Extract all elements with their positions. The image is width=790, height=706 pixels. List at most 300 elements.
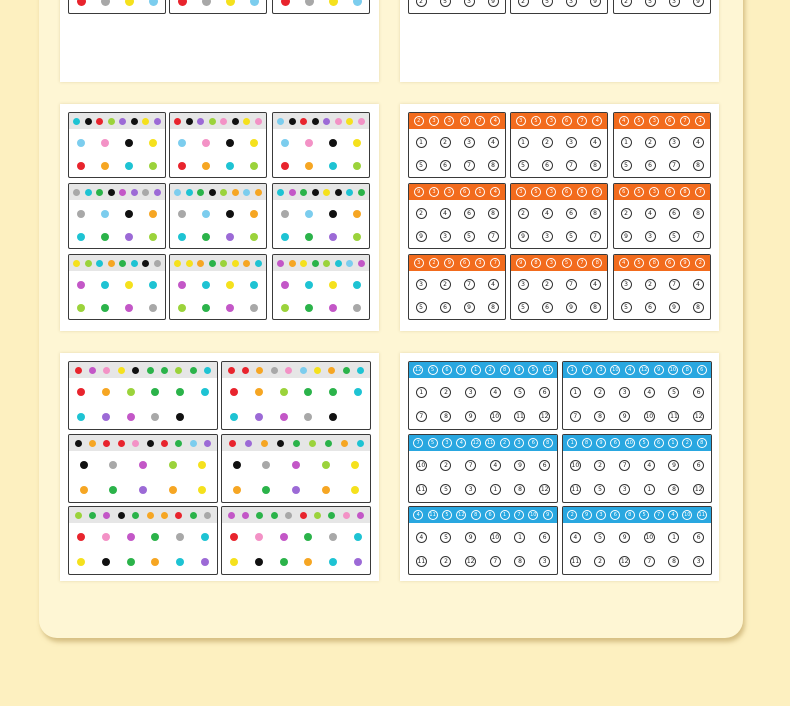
grid-number: 1 [416,387,427,398]
grid-number: 4 [440,208,451,219]
grid-number: 5 [621,160,632,171]
sequence-dot [147,367,154,374]
answer-grid [69,131,165,177]
grid-dot [305,304,313,312]
sequence-bar [511,184,607,200]
grid-dot [149,0,158,6]
grid-dot [226,139,234,147]
sequence-dot [328,367,335,374]
answer-grid [511,131,607,177]
sequence-dot [96,189,103,196]
sequence-dot [220,260,227,267]
sequence-dot [118,367,125,374]
sequence-dot [277,189,284,196]
grid-number: 11 [417,558,426,566]
sequence-number: 3 [596,510,606,520]
sequence-number: 6 [665,116,675,126]
puzzle-card [272,254,370,320]
grid-number: 9 [669,302,680,313]
sequence-bar [614,255,710,271]
grid-dot [353,162,361,170]
grid-number: 4 [416,532,427,543]
orange-number-sheet [400,104,719,331]
sequence-number: 3 [444,187,454,197]
sequence-bar [69,362,217,378]
sequence-dot [119,118,126,125]
grid-dot [101,233,109,241]
sequence-bar [273,113,369,129]
sequence-bar [563,507,711,523]
puzzle-card [562,434,712,503]
grid-dot [353,210,361,218]
grid-dot [230,413,238,421]
grid-dot [262,486,270,494]
grid-dot [304,388,312,396]
grid-number: 3 [669,137,680,148]
grid-dot [77,281,85,289]
grid-number: 5 [440,532,451,543]
sequence-bar [409,113,505,129]
sequence-dot [243,118,250,125]
grid-dot [176,388,184,396]
sequence-number: 3 [514,438,524,448]
sequence-dot [75,367,82,374]
puzzle-card [221,361,371,430]
sequence-dot [242,512,249,519]
puzzle-card [68,434,218,503]
answer-grid [170,202,266,248]
sequence-dot [314,512,321,519]
grid-number: 1 [514,532,525,543]
grid-dot [127,413,135,421]
grid-dot [230,533,238,541]
grid-dot [255,413,263,421]
grid-dot [329,304,337,312]
grid-number: 2 [518,208,529,219]
sequence-dot [131,260,138,267]
sequence-dot [197,118,204,125]
grid-number: 6 [542,160,553,171]
sequence-number: 1 [475,187,485,197]
grid-number: 3 [440,231,451,242]
grid-number: 4 [488,137,499,148]
grid-number: 3 [645,231,656,242]
sequence-number: 5 [531,187,541,197]
grid-number: 3 [566,137,577,148]
grid-dot [77,533,85,541]
grid-dot [226,281,234,289]
sequence-number: 3 [596,365,606,375]
sequence-dot [197,260,204,267]
sequence-bar [273,255,369,271]
grid-number: 9 [416,231,427,242]
sequence-number: 4 [592,116,602,126]
sequence-number: 6 [610,438,620,448]
color-sheet-3 [60,353,379,581]
grid-dot [102,558,110,566]
grid-number: 3 [621,279,632,290]
answer-grid [170,0,266,13]
magenta-number-sheet [400,0,719,82]
sequence-dot [312,189,319,196]
sequence-number: 4 [668,510,678,520]
sequence-dot [228,367,235,374]
sequence-number: 8 [649,258,659,268]
grid-dot [176,413,184,421]
sequence-dot [335,260,342,267]
grid-number: 3 [693,556,704,567]
grid-number: 2 [645,279,656,290]
sequence-number: 8 [531,258,541,268]
sequence-bar [69,184,165,200]
grid-number: 9 [518,231,529,242]
sequence-dot [229,440,236,447]
grid-dot [178,281,186,289]
grid-dot [233,461,241,469]
grid-dot [226,233,234,241]
grid-dot [250,233,258,241]
sequence-dot [300,512,307,519]
grid-dot [202,281,210,289]
grid-number: 2 [594,460,605,471]
grid-number: 11 [417,486,426,494]
sequence-bar [222,362,370,378]
grid-dot [149,210,157,218]
answer-grid [69,525,217,574]
sequence-dot [357,440,364,447]
sequence-dot [228,512,235,519]
grid-dot [127,558,135,566]
grid-number: 1 [490,484,501,495]
color-sheet-1 [60,0,379,82]
puzzle-card [408,0,506,14]
sequence-number: 10 [530,512,537,518]
grid-number: 9 [488,0,499,7]
grid-dot [125,281,133,289]
sequence-number: 5 [428,365,438,375]
grid-dot [125,233,133,241]
sequence-bar [409,255,505,271]
puzzle-card [408,434,558,503]
sequence-number: 3 [649,116,659,126]
sequence-dot [325,440,332,447]
grid-number: 2 [440,556,451,567]
grid-dot [329,413,337,421]
sequence-dot [119,189,126,196]
grid-number: 7 [488,231,499,242]
sequence-number: 8 [697,438,707,448]
puzzle-card [408,183,506,249]
grid-dot [354,413,362,421]
grid-dot [125,210,133,218]
sequence-dot [271,512,278,519]
answer-grid [409,131,505,177]
grid-number: 4 [644,387,655,398]
sequence-dot [131,189,138,196]
answer-grid [614,273,710,319]
grid-dot [281,281,289,289]
grid-dot [322,461,330,469]
grid-dot [304,533,312,541]
grid-number: 4 [542,208,553,219]
grid-number: 5 [668,387,679,398]
sequence-number: 5 [639,438,649,448]
sequence-number: 3 [475,258,485,268]
sequence-number: 9 [592,187,602,197]
grid-number: 8 [440,411,451,422]
sequence-number: 2 [682,438,692,448]
grid-number: 11 [571,486,580,494]
sequence-bar [69,507,217,523]
sequence-bar [511,255,607,271]
sequence-number: 8 [582,438,592,448]
grid-number: 3 [464,0,475,7]
grid-number: 7 [644,556,655,567]
sequence-number: 4 [490,187,500,197]
sequence-dot [204,367,211,374]
sequence-number: 5 [634,258,644,268]
sequence-dot [209,118,216,125]
sequence-number: 9 [543,510,553,520]
grid-dot [281,233,289,241]
grid-number: 9 [619,411,630,422]
grid-number: 7 [465,460,476,471]
grid-dot [77,304,85,312]
grid-number: 8 [594,411,605,422]
grid-dot [77,139,85,147]
sequence-dot [300,260,307,267]
grid-dot [77,162,85,170]
sequence-dot [96,260,103,267]
sequence-dot [161,512,168,519]
sequence-dot [174,260,181,267]
grid-dot [230,388,238,396]
puzzle-card [408,361,558,430]
sequence-dot [119,260,126,267]
grid-number: 7 [619,460,630,471]
sequence-number: 2 [485,365,495,375]
grid-number: 4 [488,279,499,290]
sequence-number: 2 [695,258,705,268]
answer-grid [222,453,370,502]
grid-number: 3 [539,556,550,567]
grid-number: 4 [570,532,581,543]
sequence-number: 11 [544,367,551,373]
sequence-number: 8 [625,510,635,520]
grid-dot [176,558,184,566]
grid-dot [178,233,186,241]
sequence-number: 7 [695,187,705,197]
grid-number: 4 [490,387,501,398]
puzzle-card [221,434,371,503]
grid-dot [178,162,186,170]
grid-dot [304,413,312,421]
grid-number: 7 [693,231,704,242]
puzzle-card [68,183,166,249]
sequence-number: 4 [619,116,629,126]
sequence-bar [409,362,557,378]
grid-dot [250,139,258,147]
sequence-number: 9 [596,438,606,448]
grid-dot [305,210,313,218]
grid-number: 3 [465,484,476,495]
puzzle-card [613,0,711,14]
board-panel [39,0,743,638]
grid-dot [77,0,86,6]
sequence-dot [243,189,250,196]
sequence-number: 3 [516,187,526,197]
grid-number: 9 [514,460,525,471]
grid-dot [202,0,211,6]
sequence-dot [154,189,161,196]
sequence-dot [358,260,365,267]
puzzle-card [169,0,267,14]
sequence-dot [312,118,319,125]
grid-number: 8 [514,556,525,567]
sequence-number: 12 [458,512,465,518]
answer-grid [69,273,165,319]
grid-number: 5 [518,302,529,313]
grid-dot [250,304,258,312]
sequence-dot [323,118,330,125]
sequence-number: 6 [460,258,470,268]
sequence-bar [69,255,165,271]
sequence-number: 8 [680,187,690,197]
answer-grid [222,380,370,429]
grid-number: 3 [619,484,630,495]
sequence-number: 6 [460,116,470,126]
grid-number: 2 [440,279,451,290]
sequence-number: 7 [582,365,592,375]
sequence-number: 1 [567,438,577,448]
grid-number: 6 [539,532,550,543]
sequence-number: 5 [634,187,644,197]
grid-dot [125,304,133,312]
sequence-number: 6 [460,187,470,197]
sequence-dot [204,512,211,519]
grid-dot [329,281,337,289]
sequence-number: 10 [684,512,691,518]
grid-number: 7 [416,411,427,422]
grid-dot [304,558,312,566]
grid-dot [226,162,234,170]
puzzle-card [613,183,711,249]
sequence-number: 6 [485,510,495,520]
grid-number: 11 [670,413,678,421]
grid-dot [151,533,159,541]
grid-dot [80,461,88,469]
sequence-dot [85,118,92,125]
answer-grid [170,273,266,319]
sequence-number: 9 [516,258,526,268]
sequence-dot [323,260,330,267]
grid-number: 6 [440,160,451,171]
sequence-number: 4 [413,510,423,520]
sequence-number: 3 [546,116,556,126]
sequence-number: 8 [592,258,602,268]
grid-dot [101,281,109,289]
grid-number: 8 [488,208,499,219]
grid-dot [77,413,85,421]
grid-number: 9 [668,460,679,471]
grid-dot [202,139,210,147]
grid-dot [169,461,177,469]
grid-dot [292,486,300,494]
sequence-dot [103,440,110,447]
sequence-number: 7 [456,365,466,375]
grid-number: 5 [594,532,605,543]
sequence-number: 9 [514,365,524,375]
grid-number: 6 [440,302,451,313]
grid-number: 7 [669,279,680,290]
sequence-dot [175,512,182,519]
sequence-number: 8 [471,510,481,520]
grid-number: 5 [594,484,605,495]
sequence-number: 5 [639,510,649,520]
sequence-dot [346,189,353,196]
sequence-number: 5 [442,510,452,520]
grid-number: 6 [542,302,553,313]
sequence-number: 3 [516,116,526,126]
sequence-dot [89,440,96,447]
grid-number: 2 [440,387,451,398]
sequence-number: 4 [625,365,635,375]
sequence-number: 3 [546,258,556,268]
grid-dot [281,0,290,6]
grid-number: 9 [465,532,476,543]
grid-dot [198,461,206,469]
grid-dot [151,558,159,566]
grid-dot [354,558,362,566]
sequence-dot [285,367,292,374]
grid-number: 5 [514,387,525,398]
answer-grid [69,0,165,13]
sequence-dot [255,118,262,125]
answer-grid [614,131,710,177]
sequence-dot [142,260,149,267]
puzzle-card [169,183,267,249]
sequence-number: 7 [475,116,485,126]
puzzle-card [408,506,558,575]
grid-number: 7 [590,231,601,242]
grid-number: 9 [566,302,577,313]
grid-dot [250,281,258,289]
grid-number: 12 [540,486,549,494]
sequence-dot [132,367,139,374]
puzzle-card [562,361,712,430]
sequence-dot [73,118,80,125]
grid-dot [77,233,85,241]
grid-dot [125,139,133,147]
grid-dot [176,533,184,541]
grid-dot [202,233,210,241]
grid-dot [80,486,88,494]
sequence-dot [132,440,139,447]
grid-dot [281,162,289,170]
grid-number: 2 [440,137,451,148]
sequence-bar [69,113,165,129]
sequence-number: 7 [490,258,500,268]
sequence-number: 4 [619,258,629,268]
sequence-number: 5 [528,365,538,375]
answer-grid [273,202,369,248]
grid-dot [329,210,337,218]
grid-dot [109,461,117,469]
sequence-number: 7 [514,510,524,520]
grid-dot [139,486,147,494]
sequence-number: 6 [619,187,629,197]
sequence-bar [170,184,266,200]
